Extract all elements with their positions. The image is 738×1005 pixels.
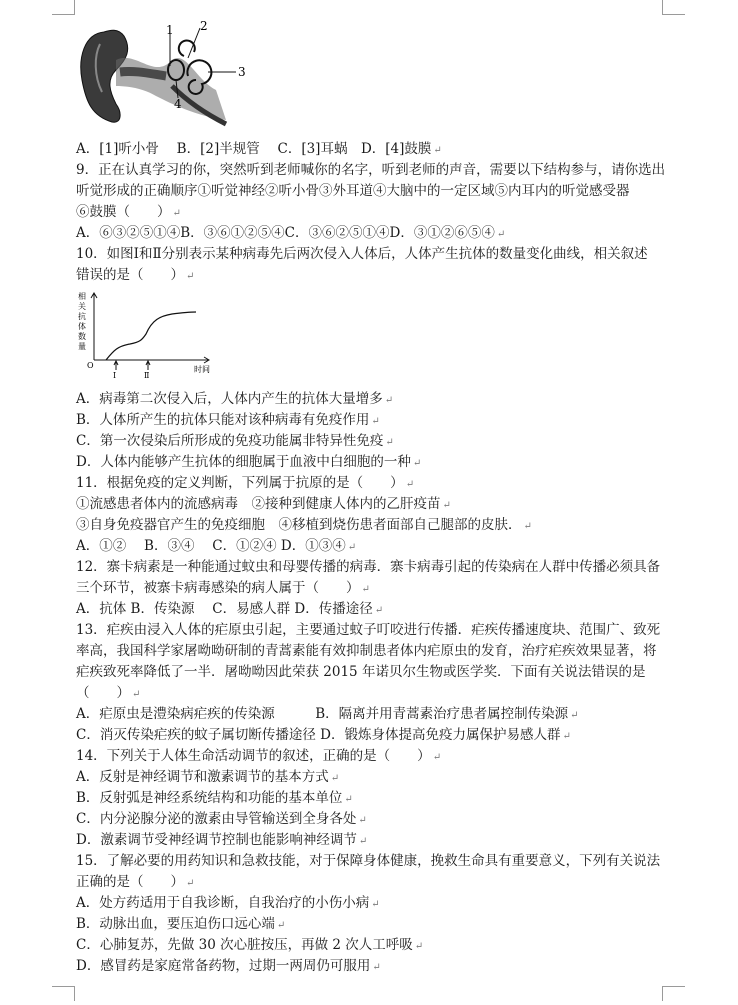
graph-ylabel-char-5: 数 [78,332,86,341]
crop-mark-top-right [662,0,685,15]
q12-options: A．抗体 B．传染源 C．易感人群 D．传播途径 ↵ [76,601,384,617]
q11-items-line2: ③自身免疫器官产生的免疫细胞 ④移植到烧伤患者面部自己腿部的皮肤． ↵ [76,517,532,533]
q11-stem: 11．根据免疫的定义判断，下列属于抗原的是（ ） ↵ [76,475,415,491]
q10-option-a: A．病毒第二次侵入后，人体内产生的抗体大量增多 ↵ [76,391,394,407]
graph-ylabel-char-1: 相 [78,292,86,301]
q15-stem-line2: 正确的是（ ） ↵ [76,874,195,890]
crop-mark-bottom-right [662,986,685,1001]
q9-stem-line1: 9．正在认真学习的你，突然听到老师喊你的名字，听到老师的声音，需要以下结构参与，请你选出 [76,162,666,178]
q13-stem-line3: 疟疾致死率降低了一半．屠呦呦因此荣获 2015 年诺贝尔生物或医学奖．下面有关说法错误的是 [76,664,646,680]
ear-label-4: 4 [174,97,182,111]
q14-option-a: A．反射是神经调节和激素调节的基本方式 ↵ [76,769,340,785]
ear-label-1: 1 [166,23,174,37]
ear-structure-diagram [76,20,248,132]
graph-mark-2: Ⅱ [144,371,150,378]
graph-ylabel-char-3: 抗 [78,312,86,321]
q13-options-cd: C．消灭传染疟疾的蚊子属切断传播途径 D．锻炼身体提高免疫力属保护易感人群 ↵ [76,727,571,743]
q9-stem-line2: 听觉形成的正确顺序①听觉神经②听小骨③外耳道④大脑中的一定区域⑤内耳内的听觉感受器 [76,183,630,199]
graph-mark-1: Ⅰ [113,371,117,378]
q14-option-b: B．反射弧是神经系统结构和功能的基本单位 ↵ [76,790,353,806]
q15-option-c: C．心肺复苏，先做 30 次心脏按压，再做 2 次人工呼吸 ↵ [76,937,424,953]
q9-options: A．⑥③②⑤①④B．③⑥①②⑤④C．③⑥②⑤①④D．③①②⑥⑤④ ↵ [76,225,506,241]
crop-mark-top-left [52,0,75,15]
q10-stem-line2: 错误的是（ ） ↵ [76,267,195,283]
q14-option-c: C．内分泌腺分泌的激素由导管输送到全身各处 ↵ [76,811,367,827]
q15-option-b: B．动脉出血，要压迫伤口远心端 ↵ [76,916,286,932]
antibody-curve-graph [76,290,216,378]
q13-stem-line1: 13．疟疾由浸入人体的疟原虫引起，主要通过蚊子叮咬进行传播．疟疾传播速度块、范围广、致死 [76,622,661,638]
ear-label-3: 3 [238,65,246,79]
q11-items-line1: ①流感患者体内的流感病毒 ②接种到健康人体内的乙肝疫苗 ↵ [76,496,451,512]
q10-option-c: C．第一次侵染后所形成的免疫功能属非特异性免疫 ↵ [76,433,394,449]
q15-option-a: A．处方药适用于自我诊断，自我治疗的小伤小病 ↵ [76,895,380,911]
q13-stem-line2: 率高，我国科学家屠呦呦研制的青蒿素能有效抑制患者体内疟原虫的发育，治疗疟疾效果显著，将 [76,643,657,659]
q15-option-d: D．感冒药是家庭常备药物，过期一两周仍可服用 ↵ [76,958,381,974]
q12-stem-line1: 12．寨卡病素是一种能通过蚊虫和母婴传播的病毒．寨卡病毒引起的传染病在人群中传播必须具备 [76,559,661,575]
q8-options: A．[1]听小骨 B．[2]半规管 C．[3]耳蜗 D．[4]鼓膜 ↵ [76,141,442,157]
q14-option-d: D．激素调节受神经调节控制也能影响神经调节 ↵ [76,832,368,848]
q14-stem: 14．下列关于人体生命活动调节的叙述，正确的是（ ） ↵ [76,748,442,764]
graph-origin: O [87,361,94,370]
graph-ylabel-char-2: 关 [78,302,86,311]
q13-stem-line4: （ ） ↵ [76,685,141,701]
graph-ylabel-char-6: 量 [78,342,86,351]
q15-stem-line1: 15．了解必要的用药知识和急救技能，对于保障身体健康，挽救生命具有重要意义，下列有关说法 [76,853,661,869]
q13-options-ab: A．疟原虫是澧染病疟疾的传染源 B．隔离并用青蒿素治疗患者属控制传染源 ↵ [76,706,579,722]
q10-option-d: D．人体内能够产生抗体的细胞属于血液中白细胞的一种 ↵ [76,454,422,470]
q12-stem-line2: 三个环节，被寨卡病毒感染的病人属于（ ） ↵ [76,580,370,596]
graph-antibody-curve [106,312,196,360]
q10-option-b: B．人体所产生的抗体只能对该种病毒有免疫作用 ↵ [76,412,380,428]
crop-mark-bottom-left [52,986,75,1001]
graph-ylabel-char-4: 体 [78,322,86,331]
ear-label-2: 2 [200,20,208,33]
q11-options: A．①② B．③④ C．①②④ D．①③④ ↵ [76,538,357,554]
q9-stem-line3: ⑥鼓膜（ ） ↵ [76,204,181,220]
q10-stem-line1: 10．如图Ⅰ和Ⅱ分别表示某种病毒先后两次侵入人体后，人体产生抗体的数量变化曲线，相关叙述 [76,246,648,262]
graph-xlabel: 时间 [194,365,210,374]
